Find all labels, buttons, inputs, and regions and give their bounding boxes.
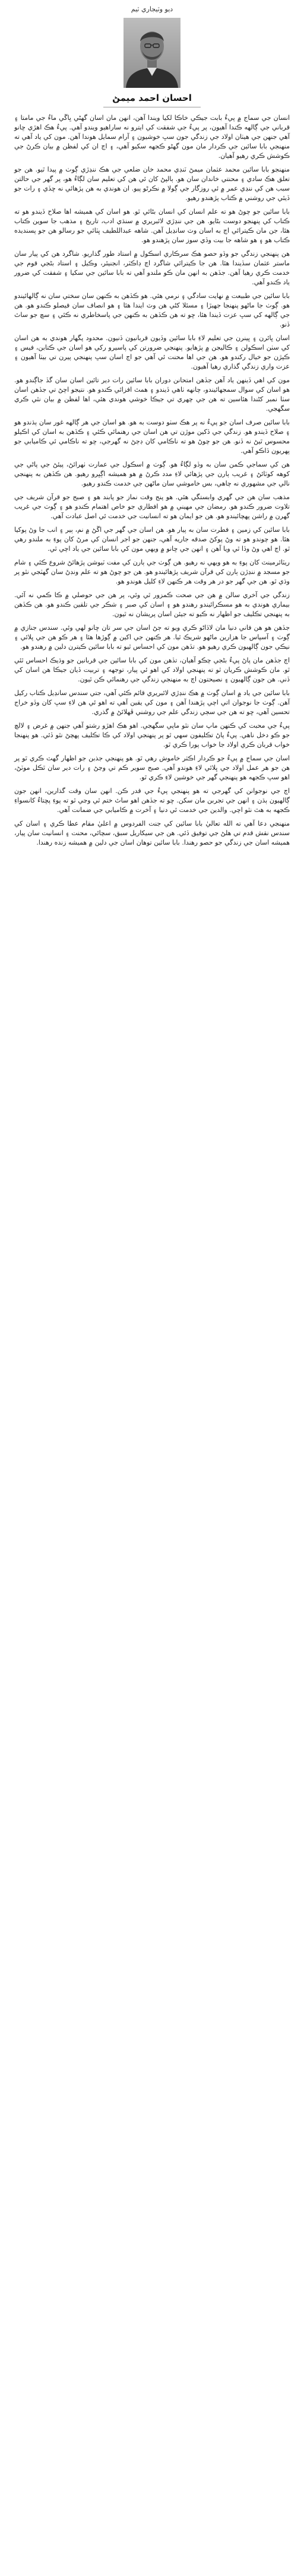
article-paragraph: جڏهن هو هن فاني دنيا مان لاڏاڻو ڪري ويو ته ڄڻ اسان جي سر تان ڇانو لهي وئي. سندس جنازي ۾ ڳوٺ ۽ آسپاس جا هزارين ماڻهو شريڪ ٿيا. هر ڪنهن جي اکين ۾ ڳوڙها هئا ۽ هر ڪو هن جي ڀلائي ۽ نيڪي جون ڳالهيون ڪري رهيو هو. تڏهن مون کي احساس ٿيو ته بابا سائين ڪيترن دلين ۾ رهندو هو. (14, 624, 290, 651)
article-paragraph: اڄ جڏهن مان پاڻ پيءُ بڻجي چڪو آهيان، تڏهن مون کي بابا سائين جي قربانين جو وڌيڪ احساس ٿئي ٿو. مان ڪوشش ڪريان ٿو ته پنهنجي اولاد کي اهو ئي پيار، توجهه ۽ تربيت ڏيان جيڪا هن اسان کي ڏني. هن جون ڳالهيون ۽ نصيحتون اڄ به منهنجي زندگي جي رهنمائي ڪن ٿيون. (14, 656, 290, 683)
author-name: احسان احمد ميمڻ (112, 93, 192, 103)
article-paragraph: مون کي اهي ڏينهن ياد آهن جڏهن امتحانن دوران بابا سائين رات دير تائين اسان سان گڏ جاڳندو هو. هو اسان کي سوال سمجهائيندو، چانهه ٺاهي ڏيندو ۽ همٿ افزائي ڪندو هو. نتيجو اچڻ تي جڏهن اسان سٺا نمبر کڻندا هئاسين ته هن جي چهري تي جيڪا خوشي هوندي هئي، اها لفظن ۾ بيان نٿي ڪري سگهجي. (14, 376, 290, 413)
article-paragraph: بابا سائين جي طبيعت ۾ نهايت سادگي ۽ نرمي هئي. هو ڪڏهن به ڪنهن سان سختي سان نه ڳالهائيندو هو. ڳوٺ جا ماڻهو پنهنجا جهيڙا ۽ مسئلا کڻي هن وٽ ايندا هئا ۽ هو انصاف سان فيصلو ڪندو هو. هن جي ڳالهه کي سڀ عزت ڏيندا هئا، ڇو ته هن ڪڏهن به ڪنهن جي پاسخاطري نه ڪئي ۽ سچ جو ساٿ ڏنو. (14, 292, 290, 328)
article-paragraph: اسان ڀائرن ۽ ڀينرن جي تعليم لاءِ بابا سائين وڏيون قربانيون ڏنيون. محدود پگهار هوندي به هن اسان کي سٺن اسڪولن ۽ ڪاليجن ۾ پڙهايو. پنهنجي ضرورتن کي پاسيرو رکي هو اسان جي ڪتابن، فيس ۽ ڪپڙن جو خيال رکندو هو. هن جي اها محنت ئي آهي جو اڄ اسان سڀ پنهنجي پيرن تي بيٺا آهيون ۽ عزت واري زندگي گذاري رهيا آهيون. (14, 334, 290, 370)
section-kicker: ديو وٽيجاري ٽيم (131, 5, 173, 13)
article-paragraph: بابا سائين جو چوڻ هو ته علم انسان کي انسان بڻائي ٿو. هو اسان کي هميشه اها صلاح ڏيندو هو ته ڪتاب کي پنهنجو دوست بڻايو. هن جي ننڍڙي لائبريري ۾ سنڌي ادب، تاريخ ۽ مذهب جا سوين ڪتاب هئا، جن مان ڪيترائي اڄ به اسان وٽ سانڍيل آهن. شاهه عبداللطيف ڀٽائي جو رسالو هن جو پسنديده ڪتاب هو ۽ هو شاهه جا بيت وڏي سوز سان پڙهندو هو. (14, 208, 290, 244)
article-body (14, 113, 290, 848)
article-paragraph: اسان جي سماج ۾ پيءُ جو ڪردار اڪثر خاموش رهي ٿو. هو پنهنجي جذبن جو اظهار گهٽ ڪري ٿو پر هن جو هر عمل اولاد جي ڀلائي لاءِ هوندو آهي. صبح سوير ڪم تي وڃڻ ۽ رات دير سان ٿڪل موٽڻ، اهو سڀ ڪجهه هو پنهنجي گهر جي خوشين لاءِ ڪري ٿو. (14, 754, 290, 781)
article-paragraph: منهنجي دعا آهي ته الله تعاليٰ بابا سائين کي جنت الفردوس ۾ اعليٰ مقام عطا ڪري ۽ اسان کي سندس نقش قدم تي هلڻ جي توفيق ڏئي. هن جي سيکاريل سبق، سچائي، محنت ۽ انسانيت سان پيار، هميشه اسان جي زندگي جو حصو رهندا. بابا سائين توهان اسان جي دلين ۾ هميشه زنده رهندا. (14, 820, 290, 846)
author-portrait (124, 18, 180, 88)
article-paragraph: زندگي جي آخري سالن ۾ هن جي صحت ڪمزور ٿي وئي، پر هن جي حوصلي ۾ ڪا ڪمي نه آئي. بيماري هوندي به هو مسڪرائيندو رهندو هو ۽ اسان کي صبر ۽ شڪر جي تلقين ڪندو هو. هن ڪڏهن به پنهنجي تڪليف جو اظهار نه ڪيو ته جيئن اسان پريشان نه ٿيون. (14, 591, 290, 618)
article-paragraph: بابا سائين صرف اسان جو پيءُ نه پر هڪ سٺو دوست به هو. هو اسان جي هر ڳالهه غور سان ٻڌندو هو ۽ صلاح ڏيندو هو. زندگي جي ڏکين موڙن تي هن اسان جي رهنمائي ڪئي ۽ ڪڏهن به اسان کي اڪيلو محسوس ٿيڻ نه ڏنو. هن جو چوڻ هو ته ناڪامي کان ڊڄڻ نه گهرجي، ڇو ته ناڪامي ئي ڪاميابي جو پهريون ڏاڪو آهي. (14, 418, 290, 455)
article-paragraph: هن کي سماجي ڪمن سان به وڏو لڳاءُ هو. ڳوٺ ۾ اسڪول جي عمارت ٺهرائڻ، پيئڻ جي پاڻي جي کوهه کوٽائڻ ۽ غريب ٻارن جي پڙهائي لاءِ مدد ڪرڻ ۾ هو هميشه اڳڀرو رهيو. هن ڪڏهن به پنهنجي نالي جي مشهوري نه چاهي، بس خاموشي سان ماڻهن جي خدمت ڪندو رهيو. (14, 461, 290, 487)
article-paragraph: اڄ جي نوجوانن کي گهرجي ته هو پنهنجي پيءُ جي قدر ڪن. انهن سان وقت گذارين، انهن جون ڳالهيون ٻڌن ۽ انهن جي تجربن مان سکن. ڇو ته جڏهن اهو ساٿ ختم ٿي وڃي ٿو ته پوءِ پڇتاءُ کانسواءِ ڪجهه به هٿ نٿو اچي. والدين جي خدمت ئي دنيا ۽ آخرت ۾ ڪاميابي جي ضمانت آهي. (14, 787, 290, 814)
article-paragraph: پيءُ جي محبت کي ڪنهن ماپ سان نٿو ماپي سگهجي. اهو هڪ اهڙو رشتو آهي جنهن ۾ غرض ۽ لالچ جو ڪو دخل ناهي. پيءُ پاڻ تڪليفون سهي ٿو پر پنهنجي اولاد کي ڪا تڪليف پهچڻ نٿو ڏئي. هو پنهنجا خواب قربان ڪري اولاد جا خواب پورا ڪري ٿو. (14, 722, 290, 748)
article-paragraph: هن پنهنجي زندگي جو وڏو حصو هڪ سرڪاري اسڪول ۾ استاد طور گذاريو. شاگرد هن کي پيار سان ماستر عثمان سڏيندا هئا. هن جا ڪيترائي شاگرد اڄ ڊاڪٽر، انجنيئر، وڪيل ۽ استاد بڻجي قوم جي خدمت ڪري رهيا آهن. جڏهن به انهن مان ڪو ملندو آهي ته بابا سائين جي سکيا ۽ شفقت کي ضرور ياد ڪندو آهي. (14, 250, 290, 286)
article-paragraph: بابا سائين جي ياد ۾ اسان ڳوٺ ۾ هڪ ننڍڙي لائبريري قائم ڪئي آهي، جتي سندس سانڍيل ڪتاب رکيل آهن. ڳوٺ جا نوجوان اتي اچي پڙهندا آهن ۽ مون کي يقين آهي ته اهو ئي هن لاءِ سڀ کان وڏو خراج تحسين آهي، ڇو ته هن جي سڄي زندگي علم جي روشني ڦهلائڻ ۾ گذري. (14, 689, 290, 716)
article-paragraph: مذهب سان هن جي گهري وابستگي هئي. هو پنج وقت نماز جو پابند هو ۽ صبح جو قرآن شريف جي تلاوت ضرور ڪندو هو. رمضان جي مهيني ۾ هو افطاري جو خاص اهتمام ڪندو هو ۽ ڳوٺ جي غريب گهرن ۾ راشن پهچائيندو هو. هن جو ايمان هو ته انسانيت جي خدمت ئي اصل عبادت آهي. (14, 493, 290, 520)
article-paragraph: انسان جي سماج ۾ پيءُ بابت جيڪي خاڪا لکيا ويندا آهن، انهن مان اسان گهڻي ڀاڱي ماءُ جي مامتا ۽ قرباني جي ڳالهه ڪندا آهيون، پر پيءُ جي شفقت کي ايترو نه ساراهيو ويندو آهي. پيءُ هڪ اهڙي ڇانو آهي جنهن جي هيٺان اولاد جي زندگي جون سڀ خوشيون ۽ آرام سمايل هوندا آهن. مون کي ياد آهي ته منهنجي بابا سائين جي ڪردار مان مون گهڻو ڪجهه سکيو آهي، ۽ اڄ ان کي لفظن ۾ بيان ڪرڻ جي ڪوشش ڪري رهيو آهيان. (14, 114, 290, 160)
article-paragraph: بابا سائين کي زمين ۽ فطرت سان به پيار هو. هن اسان جي گهر جي اڱڻ ۾ نم، ٻير ۽ انب جا وڻ پوکيا هئا. هو چوندو هو ته وڻ پوکڻ صدقه جاريه آهي، جنهن جو اجر انسان کي مرڻ کان پوءِ به ملندو رهي ٿو. اڄ اهي وڻ وڏا ٿي ويا آهن ۽ انهن جي ڇانو ۾ ويهي مون کي بابا سائين جي ياد اچي ٿي. (14, 526, 290, 553)
article-paragraph: ريٽائرمينٽ کان پوءِ به هو ويهي نه رهيو. هن ڳوٺ جي ٻارن کي مفت ٽيوشن پڙهائڻ شروع ڪئي ۽ شام جو مسجد ۾ ننڍڙن ٻارن کي قرآن شريف پڙهائيندو هو. هن جو چوڻ هو ته علم ونڊڻ سان گهٽجي نٿو پر وڌي ٿو. هن جي گهر جو در هر وقت هر ڪنهن لاءِ کليل هوندو هو. (14, 559, 290, 585)
article-paragraph: منهنجو بابا سائين محمد عثمان ميمڻ ٽنڊي محمد خان ضلعي جي هڪ ننڍڙي ڳوٺ ۾ پيدا ٿيو. هن جو تعلق هڪ سادي ۽ محنتي خاندان سان هو. ٻالپڻ کان ئي هن کي تعليم سان لڳاءُ هو، پر گهر جي حالتن سبب هن کي ننڍي عمر ۾ ئي روزگار جي ڳولا ۾ نڪرڻو پيو. ان هوندي به هن پڙهائي نه ڇڏي ۽ رات جو ڏيئي جي روشني ۾ ڪتاب پڙهندو رهيو. (14, 166, 290, 202)
